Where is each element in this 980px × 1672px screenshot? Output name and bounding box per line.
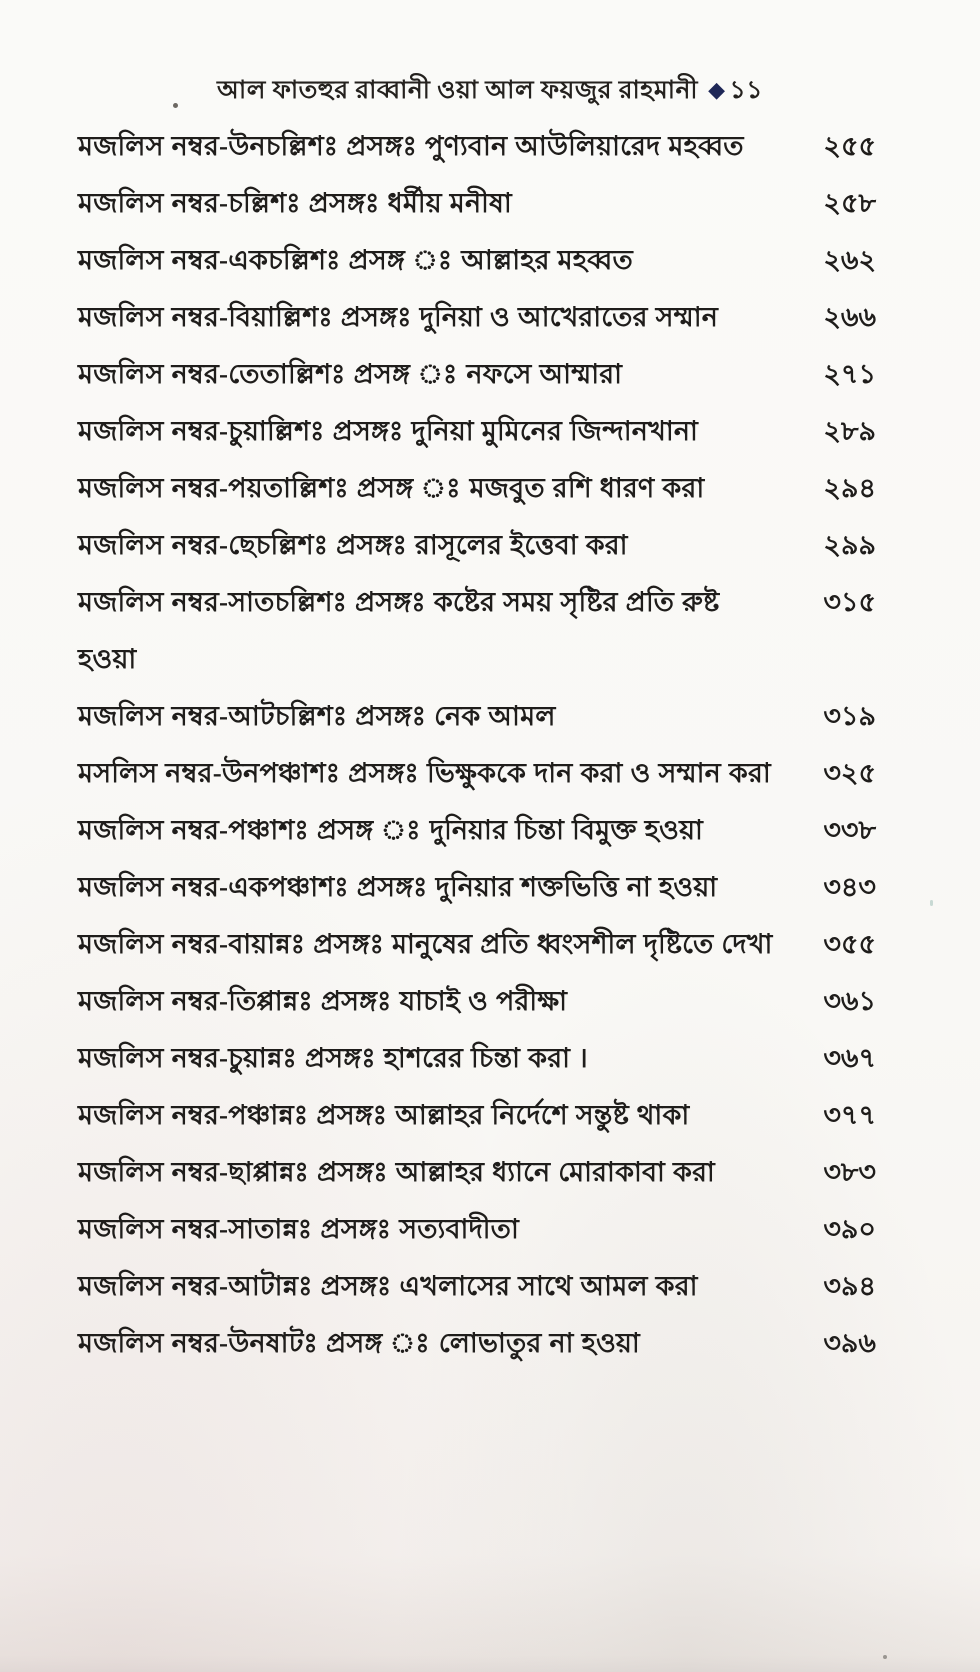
- toc-entry-title: মজলিস নম্বর-আটান্নঃ প্রসঙ্গঃ এখলাসের সাথে আমল করা: [78, 1271, 698, 1301]
- toc-entry: [78, 1258, 876, 1315]
- toc-entry-page: ৩৯০: [823, 1214, 876, 1244]
- toc-entry: [78, 745, 876, 802]
- toc-entry-title: মজলিস নম্বর-ছেচল্লিশঃ প্রসঙ্গঃ রাসূলের ইত্তেবা করা: [78, 530, 628, 560]
- toc-entry-title: মজলিস নম্বর-পয়তাল্লিশঃ প্রসঙ্গ ঃ মজবুত রশি ধারণ করা: [78, 473, 705, 503]
- toc-entry-title: মজলিস নম্বর-সাতচল্লিশঃ প্রসঙ্গঃ কষ্টের সময় সৃষ্টির প্রতি রুষ্ট হওয়া: [78, 587, 720, 674]
- toc-entry-title: মজলিস নম্বর-পঞ্চাশঃ প্রসঙ্গ ঃ দুনিয়ার চিন্তা বিমুক্ত হওয়া: [78, 815, 704, 845]
- toc-list: [78, 118, 876, 1372]
- toc-entry-page: ৩৬৭: [823, 1043, 876, 1073]
- toc-entry-title: মজলিস নম্বর-তিপ্পান্নঃ প্রসঙ্গঃ যাচাই ও পরীক্ষা: [78, 986, 568, 1016]
- scan-speck: [930, 900, 933, 906]
- toc-entry-title: মজলিস নম্বর-সাতান্নঃ প্রসঙ্গঃ সত্যবাদীতা: [78, 1214, 519, 1244]
- toc-entry: [78, 346, 876, 403]
- toc-entry: [78, 403, 876, 460]
- toc-entry-page: ২৮৯: [823, 416, 876, 446]
- toc-entry-page: ২৭১: [823, 359, 876, 389]
- toc-entry-page: ২৯৯: [823, 530, 876, 560]
- toc-entry-page: ৩৫৫: [823, 929, 876, 959]
- toc-entry: [78, 973, 876, 1030]
- toc-entry-title: মজলিস নম্বর-ছাপ্পান্নঃ প্রসঙ্গঃ আল্লাহর ধ্যানে মোরাকাবা করা: [78, 1157, 715, 1187]
- toc-entry-page: ২৬৬: [823, 302, 876, 332]
- toc-entry-page: ৩১৫: [823, 587, 876, 617]
- scanned-book-page: [0, 72, 980, 1672]
- toc-entry: [78, 802, 876, 859]
- toc-entry-page: ৩৬১: [823, 986, 876, 1016]
- toc-entry: [78, 460, 876, 517]
- toc-entry-title: মজলিস নম্বর-একচল্লিশঃ প্রসঙ্গ ঃ আল্লাহর মহব্বত: [78, 245, 633, 275]
- toc-entry: [78, 1315, 876, 1372]
- toc-entry-page: ৩৩৮: [823, 815, 876, 845]
- toc-entry-title: মজলিস নম্বর-তেতাল্লিশঃ প্রসঙ্গ ঃ নফসে আম্মারা: [78, 359, 623, 389]
- toc-entry-page: ৩৯৬: [823, 1328, 876, 1358]
- toc-entry-title: মজলিস নম্বর-পঞ্চান্নঃ প্রসঙ্গঃ আল্লাহর নির্দেশে সন্তুষ্ট থাকা: [78, 1100, 690, 1130]
- toc-entry: [78, 517, 876, 574]
- toc-entry: [78, 688, 876, 745]
- toc-entry-title: মজলিস নম্বর-চুয়ান্নঃ প্রসঙ্গঃ হাশরের চিন্তা করা ।: [78, 1043, 588, 1073]
- toc-entry-page: ৩৪৩: [823, 872, 876, 902]
- toc-entry-title: মজলিস নম্বর-বিয়াল্লিশঃ প্রসঙ্গঃ দুনিয়া ও আখেরাতের সম্মান: [78, 302, 719, 332]
- toc-entry: [78, 574, 876, 688]
- toc-entry-page: ২৫৫: [823, 131, 876, 161]
- page-header: [0, 72, 980, 110]
- toc-entry-title: মজলিস নম্বর-আটচল্লিশঃ প্রসঙ্গঃ নেক আমল: [78, 701, 556, 731]
- toc-entry-title: মজলিস নম্বর-চল্লিশঃ প্রসঙ্গঃ ধর্মীয় মনীষা: [78, 188, 512, 218]
- toc-entry: [78, 859, 876, 916]
- diamond-icon: ◆: [708, 77, 726, 102]
- toc-entry: [78, 232, 876, 289]
- toc-entry-title: মজলিস নম্বর-একপঞ্চাশঃ প্রসঙ্গঃ দুনিয়ার শক্তভিত্তি না হওয়া: [78, 872, 718, 902]
- scan-speck: [883, 1655, 887, 1659]
- toc-entry-page: ২৫৮: [823, 188, 876, 218]
- toc-entry-page: ২৬২: [823, 245, 876, 275]
- toc-entry-title: মজলিস নম্বর-চুয়াল্লিশঃ প্রসঙ্গঃ দুনিয়া মুমিনের জিন্দানখানা: [78, 416, 699, 446]
- book-title: আল ফাতহুর রাব্বানী ওয়া আল ফয়জুর রাহমানী: [217, 77, 699, 104]
- toc-entry: [78, 1144, 876, 1201]
- toc-entry-title: মজলিস নম্বর-উনষাটঃ প্রসঙ্গ ঃ লোভাতুর না হওয়া: [78, 1328, 640, 1358]
- toc-entry: [78, 1201, 876, 1258]
- toc-entry-page: ৩১৯: [823, 701, 876, 731]
- toc-entry-page: ২৯৪: [823, 473, 876, 503]
- toc-entry: [78, 175, 876, 232]
- toc-entry: [78, 1087, 876, 1144]
- toc-entry-title: মজলিস নম্বর-উনচল্লিশঃ প্রসঙ্গঃ পুণ্যবান আউলিয়ারেদ মহব্বত: [78, 131, 744, 161]
- toc-entry-page: ৩৭৭: [823, 1100, 876, 1130]
- toc-entry-page: ৩২৫: [823, 758, 876, 788]
- toc-entry: [78, 118, 876, 175]
- toc-entry: [78, 1030, 876, 1087]
- toc-entry-page: ৩৮৩: [823, 1157, 876, 1187]
- toc-entry-title: মজলিস নম্বর-বায়ান্নঃ প্রসঙ্গঃ মানুষের প্রতি ধ্বংসশীল দৃষ্টিতে দেখা: [78, 929, 773, 959]
- toc-entry: [78, 289, 876, 346]
- page-number: ১১: [729, 77, 763, 104]
- toc-entry-page: ৩৯৪: [823, 1271, 876, 1301]
- toc-entry-title: মসলিস নম্বর-উনপঞ্চাশঃ প্রসঙ্গঃ ভিক্ষুককে দান করা ও সম্মান করা: [78, 758, 771, 788]
- toc-entry: [78, 916, 876, 973]
